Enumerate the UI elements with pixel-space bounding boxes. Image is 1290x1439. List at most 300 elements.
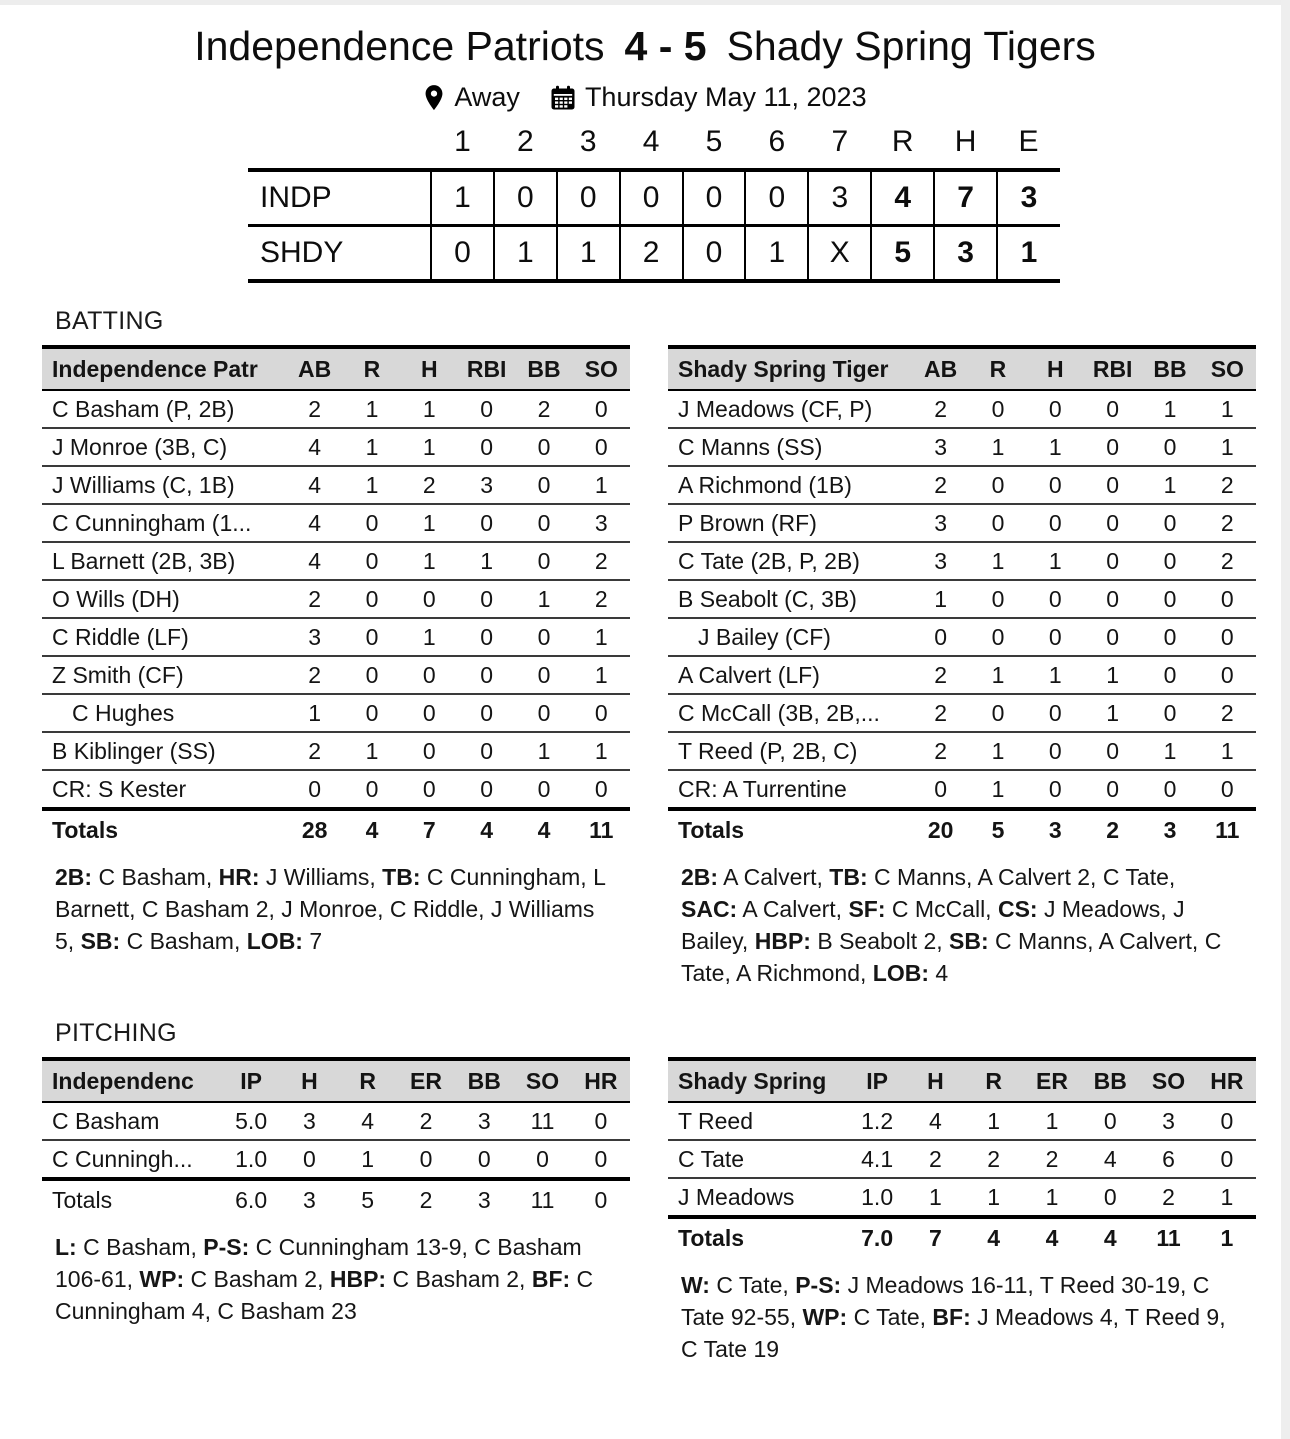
stat-cell: 0 <box>1084 770 1141 809</box>
stat-cell: 0 <box>1141 542 1198 580</box>
note-stat-label: SF: <box>848 896 886 922</box>
stat-cell: 0 <box>1141 504 1198 542</box>
player-name: C Cunningham (1... <box>42 504 286 542</box>
stat-cell: 0 <box>401 732 458 770</box>
stat-cell: 0 <box>1081 1178 1139 1217</box>
totals-cell: 20 <box>927 816 954 843</box>
page-title <box>0 0 1290 70</box>
map-pin-icon <box>423 84 445 112</box>
stat-cell: 1 <box>573 656 630 694</box>
stat-cell: 3 <box>1139 1102 1197 1140</box>
inning-header: 1 <box>454 125 471 158</box>
final-score: 4 - 5 <box>624 23 707 69</box>
totals-cell: 4 <box>1045 1224 1059 1251</box>
stat-cell: 0 <box>1027 694 1084 732</box>
stat-cell: 2 <box>912 656 969 694</box>
note-stat-label: 2B: <box>681 864 719 890</box>
stat-cell: 2 <box>286 580 343 618</box>
game-meta <box>0 82 1290 113</box>
note-stat-label: 2B: <box>55 864 93 890</box>
stat-cell: 2 <box>1023 1140 1081 1178</box>
stat-cell: 0 <box>513 1140 571 1179</box>
stat-cell: 2 <box>906 1140 964 1178</box>
stat-cell: 0 <box>1027 580 1084 618</box>
player-name: B Kiblinger (SS) <box>42 732 286 770</box>
stat-cell: 1 <box>969 732 1026 770</box>
totals-label: Totals <box>52 816 119 843</box>
stat-cell: 2 <box>286 656 343 694</box>
stat-cell: 0 <box>343 618 400 656</box>
totals-cell: 3 <box>303 1186 316 1213</box>
player-name: CR: S Kester <box>42 770 286 809</box>
stat-cell: 0 <box>1141 656 1198 694</box>
stat-cell: 1 <box>1023 1178 1081 1217</box>
stat-cell: 0 <box>515 466 572 504</box>
player-name: C Riddle (LF) <box>42 618 286 656</box>
stat-cell: 0 <box>515 770 572 809</box>
stat-cell: 0 <box>1084 542 1141 580</box>
stat-cell: 0 <box>969 618 1026 656</box>
table-row <box>42 694 630 732</box>
player-name: J Monroe (3B, C) <box>42 428 286 466</box>
stat-column-header: BB <box>1141 347 1198 390</box>
stat-cell: 0 <box>515 618 572 656</box>
batting-block-home <box>42 345 630 957</box>
stat-cell: 1 <box>401 428 458 466</box>
stat-cell: 0 <box>1027 732 1084 770</box>
stat-cell: 0 <box>1141 770 1198 809</box>
table-row <box>42 542 630 580</box>
table-row <box>668 428 1256 466</box>
batting-table-home <box>42 345 630 849</box>
stat-cell: 0 <box>458 732 515 770</box>
stat-cell: 4 <box>286 428 343 466</box>
team-column-header: Shady Spring Tiger <box>668 347 912 390</box>
stat-cell: 1 <box>458 542 515 580</box>
stat-cell: 1 <box>1027 656 1084 694</box>
totals-cell: 7 <box>929 1224 942 1251</box>
inning-cell: 7 <box>934 170 997 226</box>
stat-cell: 0 <box>343 580 400 618</box>
stat-cell: 4 <box>286 542 343 580</box>
inning-cell: 0 <box>745 170 808 226</box>
pitching-block-away <box>668 1057 1256 1365</box>
stat-column-header: IP <box>848 1059 906 1102</box>
totals-row <box>668 809 1256 849</box>
stat-column-header: HR <box>572 1059 630 1102</box>
stat-cell: 0 <box>1027 466 1084 504</box>
stat-cell: 0 <box>969 390 1026 428</box>
linescore-table <box>248 125 1060 283</box>
totals-cell: 0 <box>594 1186 608 1213</box>
stat-cell: 0 <box>912 770 969 809</box>
player-name: J Bailey (CF) <box>668 618 912 656</box>
batting-notes-away: 2B: A Calvert, TB: C Manns, A Calvert 2, C Tate, SAC: A Calvert, SF: C McCall, CS: J Meadows, J Bailey, HBP: B Seabolt 2, SB: C Manns, A Calvert, C Tate, A Richmond, LOB: 4 <box>681 864 1222 986</box>
scrollbar-track[interactable] <box>1281 0 1290 1439</box>
stat-cell: 0 <box>401 580 458 618</box>
table-row <box>668 1178 1256 1217</box>
stat-cell: 0 <box>969 580 1026 618</box>
stat-cell: 1 <box>1084 656 1141 694</box>
stat-column-header: ER <box>1023 1059 1081 1102</box>
inning-cell: 1 <box>557 226 620 282</box>
stat-cell: 0 <box>343 770 400 809</box>
player-name: J Meadows (CF, P) <box>668 390 912 428</box>
inning-header: 2 <box>516 125 534 158</box>
stat-cell: 0 <box>343 504 400 542</box>
stat-cell: 0 <box>401 694 458 732</box>
player-name: P Brown (RF) <box>668 504 912 542</box>
location-group <box>423 82 520 113</box>
stat-cell: 0 <box>343 694 400 732</box>
inning-cell: 0 <box>620 170 683 226</box>
stat-column-header: R <box>339 1059 397 1102</box>
stat-cell: 3 <box>286 618 343 656</box>
stat-cell: 2 <box>912 732 969 770</box>
table-row <box>42 656 630 694</box>
stat-column-header: SO <box>1199 347 1256 390</box>
stat-column-header: AB <box>286 347 343 390</box>
stat-cell: 0 <box>572 1140 630 1179</box>
inning-cell: 1 <box>431 170 494 226</box>
stat-cell: 6 <box>1139 1140 1197 1178</box>
inning-cell: X <box>808 226 871 282</box>
totals-cell: 5 <box>991 816 1005 843</box>
pitching-table-home <box>42 1057 630 1219</box>
stat-cell: 0 <box>1198 1102 1256 1140</box>
stat-cell: 0 <box>573 428 630 466</box>
stat-cell: 0 <box>1141 694 1198 732</box>
player-name: T Reed <box>668 1102 848 1140</box>
pitching-section <box>0 1057 1290 1365</box>
stat-cell: 0 <box>515 504 572 542</box>
totals-row <box>42 1179 630 1219</box>
note-stat-label: HBP: <box>329 1266 387 1292</box>
linescore-header-spacer <box>248 125 431 170</box>
pitching-table-away <box>668 1057 1256 1257</box>
table-row <box>668 504 1256 542</box>
stat-cell: 0 <box>1081 1102 1139 1140</box>
note-stat-label: HBP: <box>754 928 811 954</box>
stat-column-header: H <box>401 347 458 390</box>
inning-cell: 4 <box>871 170 934 226</box>
inning-cell: 1 <box>494 226 557 282</box>
inning-cell: 0 <box>431 226 494 282</box>
table-row <box>42 428 630 466</box>
inning-cell: 3 <box>997 170 1060 226</box>
pitching-notes-home: L: C Basham, P-S: C Cunningham 13-9, C Basham 106-61, WP: C Basham 2, HBP: C Basham 2, BF: C Cunningham 4, C Basham 23 <box>55 1234 594 1324</box>
stat-cell: 1 <box>343 466 400 504</box>
note-stat-label: TB: <box>382 864 421 890</box>
inning-cell: 0 <box>557 170 620 226</box>
stat-cell: 3 <box>912 428 969 466</box>
linescore-header-row <box>248 125 1060 170</box>
table-row <box>42 504 630 542</box>
player-name: A Calvert (LF) <box>668 656 912 694</box>
stat-cell: 1 <box>1027 542 1084 580</box>
totals-cell: 11 <box>1156 1224 1181 1251</box>
stat-cell: 1 <box>965 1102 1023 1140</box>
note-stat-label: P-S: <box>795 1272 842 1298</box>
stat-column-header: RBI <box>458 347 515 390</box>
stat-cell: 3 <box>280 1102 338 1140</box>
stat-cell: 2 <box>912 694 969 732</box>
totals-cell: 4 <box>987 1224 1001 1251</box>
totals-cell: 3 <box>1163 816 1177 843</box>
stat-cell: 0 <box>969 504 1026 542</box>
totals-cell: 11 <box>589 816 614 843</box>
linescore <box>248 125 1060 283</box>
stat-cell: 1.0 <box>848 1178 906 1217</box>
player-name: B Seabolt (C, 3B) <box>668 580 912 618</box>
stat-cell: 1.2 <box>848 1102 906 1140</box>
totals-label: Totals <box>52 1186 113 1213</box>
pitching-notes-away: W: C Tate, P-S: J Meadows 16-11, T Reed 30-19, C Tate 92-55, WP: C Tate, BF: J Meadows 4, T Reed 9, C Tate 19 <box>681 1272 1226 1362</box>
stat-column-header: SO <box>513 1059 571 1102</box>
inning-header: 5 <box>705 125 723 158</box>
stat-column-header: HR <box>1198 1059 1256 1102</box>
totals-cell: 2 <box>419 1186 433 1213</box>
date-group <box>550 82 867 113</box>
inning-cell: 1 <box>997 226 1060 282</box>
stat-cell: 0 <box>1084 732 1141 770</box>
home-team-name: Independence Patriots <box>194 23 605 69</box>
stat-cell: 3 <box>912 504 969 542</box>
team-column-header: Independence Patr <box>42 347 286 390</box>
table-row <box>668 618 1256 656</box>
player-name: C Tate <box>668 1140 848 1178</box>
note-stat-label: TB: <box>829 864 868 890</box>
stat-cell: 2 <box>1199 694 1256 732</box>
stat-cell: 0 <box>912 618 969 656</box>
away-team-name: Shady Spring Tigers <box>726 23 1096 69</box>
player-name: J Williams (C, 1B) <box>42 466 286 504</box>
stat-cell: 0 <box>1084 618 1141 656</box>
inning-header: 3 <box>579 125 597 158</box>
stat-cell: 1 <box>969 542 1026 580</box>
stat-cell: 0 <box>1199 618 1256 656</box>
stat-cell: 2 <box>515 390 572 428</box>
stat-cell: 1 <box>912 580 969 618</box>
stat-cell: 1 <box>969 656 1026 694</box>
totals-row <box>668 1217 1256 1257</box>
stat-cell: 0 <box>458 656 515 694</box>
stat-cell: 1 <box>515 732 572 770</box>
stat-column-header: ER <box>397 1059 455 1102</box>
stat-cell: 1 <box>1141 466 1198 504</box>
player-name: C McCall (3B, 2B,... <box>668 694 912 732</box>
stat-cell: 0 <box>515 428 572 466</box>
table-row <box>42 390 630 428</box>
stat-cell: 1 <box>515 580 572 618</box>
totals-cell: 4 <box>480 816 494 843</box>
batting-section <box>0 345 1290 989</box>
stat-cell: 0 <box>280 1140 338 1179</box>
stat-column-header: H <box>280 1059 338 1102</box>
stat-cell: 2 <box>912 390 969 428</box>
stat-cell: 0 <box>969 466 1026 504</box>
stat-cell: 0 <box>1084 580 1141 618</box>
table-row <box>42 1102 630 1140</box>
stat-cell: 3 <box>573 504 630 542</box>
note-stat-label: BF: <box>932 1304 971 1330</box>
stat-cell: 0 <box>573 770 630 809</box>
stat-cell: 0 <box>572 1102 630 1140</box>
team-column-header: Independenc <box>42 1059 222 1102</box>
stat-cell: 0 <box>458 618 515 656</box>
stat-header-row <box>42 1059 630 1102</box>
stat-cell: 1 <box>343 732 400 770</box>
stat-cell: 1 <box>1141 732 1198 770</box>
table-row <box>42 580 630 618</box>
stat-cell: 1 <box>339 1140 397 1179</box>
stat-cell: 4 <box>906 1102 964 1140</box>
stat-column-header: R <box>343 347 400 390</box>
stat-cell: 0 <box>458 428 515 466</box>
totals-cell: 11 <box>1215 816 1240 843</box>
stat-column-header: R <box>969 347 1026 390</box>
batting-heading: BATTING <box>55 307 164 335</box>
stat-cell: 2 <box>286 390 343 428</box>
pitching-heading: PITCHING <box>55 1019 177 1047</box>
linescore-row <box>248 170 1060 226</box>
table-row <box>42 1140 630 1179</box>
window-edge <box>0 0 1290 5</box>
player-name: T Reed (P, 2B, C) <box>668 732 912 770</box>
table-row <box>668 694 1256 732</box>
table-row <box>668 390 1256 428</box>
totals-cell: 1 <box>1220 1224 1234 1251</box>
stat-cell: 3 <box>458 466 515 504</box>
player-name: C Manns (SS) <box>668 428 912 466</box>
stat-cell: 4 <box>1081 1140 1139 1178</box>
stat-cell: 0 <box>515 694 572 732</box>
calendar-icon <box>550 85 576 111</box>
batting-notes-home: 2B: C Basham, HR: J Williams, TB: C Cunningham, L Barnett, C Basham 2, J Monroe, C Riddle, J Williams 5, SB: C Basham, LOB: 7 <box>55 864 606 954</box>
stat-cell: 0 <box>401 656 458 694</box>
inning-cell: 1 <box>745 226 808 282</box>
stat-cell: 1 <box>969 428 1026 466</box>
table-row <box>668 580 1256 618</box>
inning-header: R <box>891 125 914 158</box>
stat-cell: 1 <box>573 618 630 656</box>
stat-cell: 0 <box>1084 428 1141 466</box>
stat-cell: 4 <box>286 466 343 504</box>
stat-cell: 0 <box>1084 390 1141 428</box>
stat-cell: 1 <box>906 1178 964 1217</box>
stat-cell: 5.0 <box>222 1102 280 1140</box>
stat-cell: 0 <box>1199 580 1256 618</box>
stat-cell: 0 <box>1141 618 1198 656</box>
stat-cell: 0 <box>1027 504 1084 542</box>
inning-cell: 3 <box>934 226 997 282</box>
totals-cell: 4 <box>1103 1224 1117 1251</box>
stat-cell: 1.0 <box>222 1140 280 1179</box>
note-stat-label: W: <box>681 1272 710 1298</box>
stat-column-header: BB <box>455 1059 513 1102</box>
stat-cell: 4 <box>339 1102 397 1140</box>
stat-cell: 0 <box>458 770 515 809</box>
stat-cell: 0 <box>1199 770 1256 809</box>
table-row <box>668 466 1256 504</box>
stat-cell: 1 <box>1027 428 1084 466</box>
note-stat-label: CS: <box>997 896 1038 922</box>
note-stat-label: WP: <box>139 1266 185 1292</box>
stat-cell: 0 <box>515 656 572 694</box>
table-row <box>668 770 1256 809</box>
totals-label: Totals <box>678 1224 745 1251</box>
stat-cell: 1 <box>573 466 630 504</box>
stat-cell: 1 <box>1084 694 1141 732</box>
stat-cell: 0 <box>1141 428 1198 466</box>
note-stat-label: BF: <box>531 1266 571 1292</box>
stat-column-header: AB <box>912 347 969 390</box>
team-abbrev: INDP <box>248 170 431 226</box>
stat-cell: 0 <box>458 580 515 618</box>
inning-header: 6 <box>768 125 786 158</box>
stat-column-header: H <box>1027 347 1084 390</box>
stat-cell: 1 <box>343 428 400 466</box>
stat-cell: 2 <box>397 1102 455 1140</box>
table-row <box>42 466 630 504</box>
location-label: Away <box>454 82 520 112</box>
note-stat-label: LOB: <box>872 960 929 986</box>
stat-column-header: SO <box>1139 1059 1197 1102</box>
stat-cell: 1 <box>1023 1102 1081 1140</box>
stat-cell: 1 <box>286 694 343 732</box>
player-name: C Hughes <box>42 694 286 732</box>
stat-cell: 0 <box>401 770 458 809</box>
inning-header: 7 <box>831 125 849 158</box>
note-stat-label: LOB: <box>246 928 303 954</box>
totals-cell: 7 <box>422 816 436 843</box>
inning-cell: 0 <box>494 170 557 226</box>
note-stat-label: WP: <box>802 1304 848 1330</box>
totals-cell: 7.0 <box>861 1224 894 1251</box>
totals-label: Totals <box>678 816 745 843</box>
stat-cell: 2 <box>573 580 630 618</box>
stat-cell: 1 <box>969 770 1026 809</box>
totals-cell: 11 <box>530 1186 555 1213</box>
team-abbrev: SHDY <box>248 226 431 282</box>
stat-column-header: IP <box>222 1059 280 1102</box>
stat-cell: 0 <box>343 656 400 694</box>
player-name: C Cunningh... <box>42 1140 222 1179</box>
stat-cell: 2 <box>401 466 458 504</box>
stat-cell: 0 <box>573 694 630 732</box>
stat-cell: 0 <box>1084 466 1141 504</box>
stat-column-header: BB <box>1081 1059 1139 1102</box>
stat-cell: 0 <box>515 542 572 580</box>
stat-column-header: SO <box>573 347 630 390</box>
note-stat-label: L: <box>55 1234 77 1260</box>
stat-cell: 0 <box>969 694 1026 732</box>
stat-cell: 0 <box>458 504 515 542</box>
stat-cell: 0 <box>455 1140 513 1179</box>
note-stat-label: HR: <box>218 864 260 890</box>
stat-cell: 2 <box>965 1140 1023 1178</box>
table-row <box>42 732 630 770</box>
stat-header-row <box>668 347 1256 390</box>
stat-cell: 2 <box>1199 466 1256 504</box>
stat-cell: 2 <box>1199 542 1256 580</box>
stat-cell: 0 <box>458 390 515 428</box>
stat-cell: 1 <box>1199 390 1256 428</box>
stat-column-header: H <box>906 1059 964 1102</box>
batting-block-away <box>668 345 1256 989</box>
inning-cell: 0 <box>683 170 746 226</box>
player-name: C Basham (P, 2B) <box>42 390 286 428</box>
